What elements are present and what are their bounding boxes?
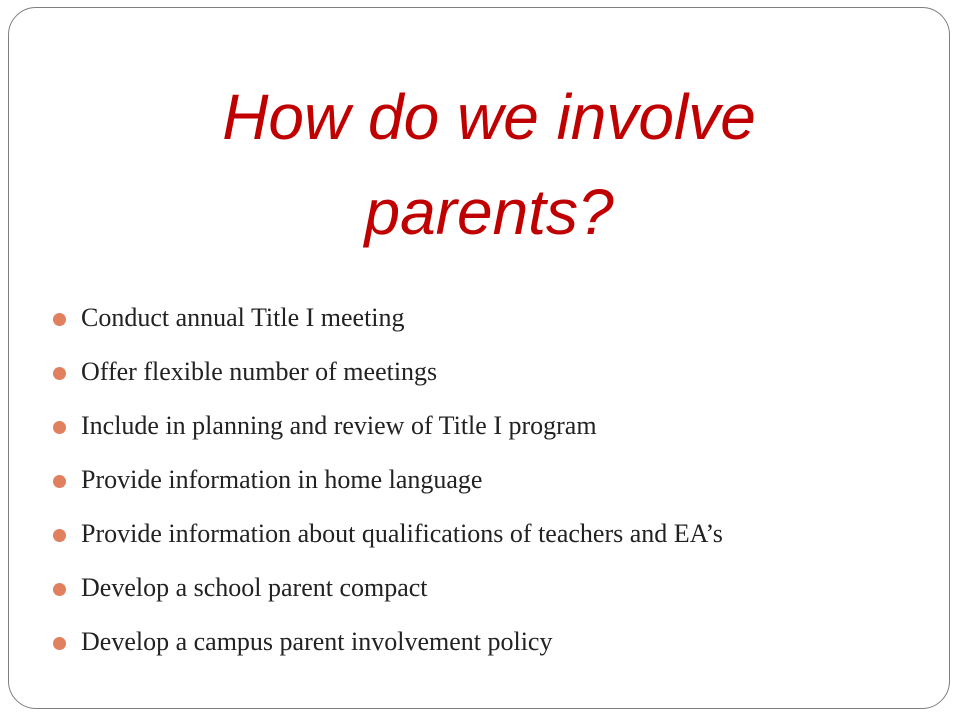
bullet-text: Provide information in home language xyxy=(81,465,483,494)
bullet-dot-icon xyxy=(53,475,66,488)
list-item xyxy=(53,507,933,561)
bullet-text: Develop a school parent compact xyxy=(81,573,428,602)
bullet-dot-icon xyxy=(53,637,66,650)
bullet-text: Include in planning and review of Title I program xyxy=(81,411,597,440)
list-item xyxy=(53,291,933,345)
bullet-text: Develop a campus parent involvement policy xyxy=(81,627,553,656)
list-item xyxy=(53,453,933,507)
bullet-dot-icon xyxy=(53,367,66,380)
list-item xyxy=(53,561,933,615)
bullet-list xyxy=(53,291,933,669)
list-item xyxy=(53,615,933,669)
bullet-text: Offer flexible number of meetings xyxy=(81,357,438,386)
bullet-dot-icon xyxy=(53,529,66,542)
bullet-dot-icon xyxy=(53,421,66,434)
list-item xyxy=(53,399,933,453)
bullet-dot-icon xyxy=(53,583,66,596)
bullet-text: Conduct annual Title I meeting xyxy=(81,303,405,332)
slide-title: How do we involve parents? xyxy=(222,81,756,248)
bullet-text: Provide information about qualifications of teachers and EA’s xyxy=(81,519,723,548)
slide-frame xyxy=(8,7,950,709)
bullet-dot-icon xyxy=(53,313,66,326)
list-item xyxy=(53,345,933,399)
